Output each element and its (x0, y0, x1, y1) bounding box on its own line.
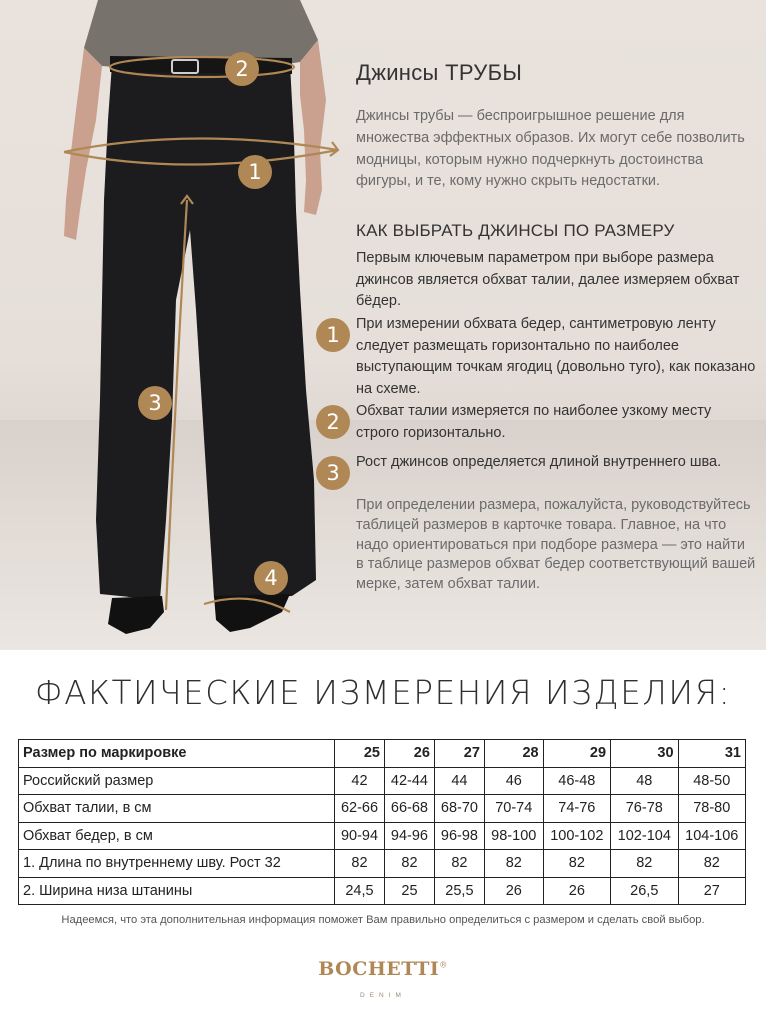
product-intro: Джинсы трубы — беспроигрышное решение для множества эффектных образов. Их могут себе позволить модницы, которым нужно подчеркнуть достоинства фигуры, и те, кому нужно скрыть недостатки. (356, 108, 745, 190)
right-arm (300, 40, 326, 215)
step-text: При измерении обхвата бедер, сантиметровую ленту следует размещать горизонтально по наиболее выступающим точкам ягодиц (довольно туго), как показано на схеме. (356, 316, 756, 397)
table-cell: 26 (484, 877, 543, 905)
marker-badge-inseam: 3 (138, 386, 172, 420)
table-cell: Российский размер (19, 767, 335, 795)
table-cell: 46-48 (543, 767, 610, 795)
table-cell: 90-94 (335, 822, 385, 850)
table-cell: 74-76 (543, 795, 610, 823)
model-figure-illustration (0, 0, 340, 650)
table-cell: 68-70 (434, 795, 484, 823)
table-cell: 96-98 (434, 822, 484, 850)
table-cell: 1. Длина по внутреннему шву. Рост 32 (19, 850, 335, 878)
table-cell: 82 (484, 850, 543, 878)
footnote-text: Надеемся, что эта дополнительная информация поможет Вам правильно определиться с размером и сделать свой выбор. (61, 914, 705, 926)
table-cell: 48-50 (678, 767, 745, 795)
step-badge: 2 (316, 405, 350, 439)
table-cell: 26 (384, 740, 434, 768)
table-cell: 70-74 (484, 795, 543, 823)
table-cell: 27 (434, 740, 484, 768)
table-cell: 26 (543, 877, 610, 905)
size-table (18, 739, 746, 905)
brand-logo (0, 958, 766, 980)
size-guide-lead: Первым ключевым параметром при выборе размера джинсов является обхват талии, далее измеряем обхват бёдер. (356, 250, 740, 309)
table-cell: 24,5 (335, 877, 385, 905)
table-cell: 98-100 (484, 822, 543, 850)
marker-badge-waist: 2 (225, 52, 259, 86)
product-title: Джинсы ТРУБЫ (356, 60, 523, 85)
table-cell: 28 (484, 740, 543, 768)
table-cell: 30 (611, 740, 678, 768)
table-row (19, 795, 746, 823)
table-cell: 31 (678, 740, 745, 768)
size-guide-note: При определении размера, пожалуйста, руководствуйтесь таблицей размеров в карточке товара. Главное, на что надо ориентироваться при подборе размера — это найти в таблице размеров обхват бедер соответствующий вашей мерке, затем обхват талии. (356, 497, 756, 593)
table-cell: 82 (678, 850, 745, 878)
step-badge: 1 (316, 318, 350, 352)
table-cell: 2. Ширина низа штанины (19, 877, 335, 905)
table-cell: 82 (384, 850, 434, 878)
marker-badge-hem: 4 (254, 561, 288, 595)
size-guide-subtitle: КАК ВЫБРАТЬ ДЖИНСЫ ПО РАЗМЕРУ (356, 221, 675, 240)
marker-badge-hip: 1 (238, 155, 272, 189)
brand-subline: DENIM (360, 992, 406, 999)
table-cell: 76-78 (611, 795, 678, 823)
table-cell: 102-104 (611, 822, 678, 850)
table-cell: 25,5 (434, 877, 484, 905)
table-cell: 66-68 (384, 795, 434, 823)
table-cell: Размер по маркировке (19, 740, 335, 768)
step-badge: 3 (316, 456, 350, 490)
table-cell: 27 (678, 877, 745, 905)
left-shoe (108, 596, 164, 634)
left-arm (64, 48, 102, 240)
table-cell: 78-80 (678, 795, 745, 823)
table-cell: 62-66 (335, 795, 385, 823)
table-cell: 29 (543, 740, 610, 768)
table-cell: 25 (384, 877, 434, 905)
table-cell: 25 (335, 740, 385, 768)
table-cell: 48 (611, 767, 678, 795)
table-cell: 26,5 (611, 877, 678, 905)
table-cell: 44 (434, 767, 484, 795)
table-cell: 82 (434, 850, 484, 878)
table-cell: 104-106 (678, 822, 745, 850)
table-row (19, 822, 746, 850)
table-cell: 82 (335, 850, 385, 878)
table-cell: 42-44 (384, 767, 434, 795)
table-row (19, 877, 746, 905)
table-cell: 82 (611, 850, 678, 878)
table-header-row (19, 740, 746, 768)
step-text: Рост джинсов определяется длиной внутреннего шва. (356, 454, 722, 470)
table-cell: Обхват бедер, в см (19, 822, 335, 850)
table-cell: 82 (543, 850, 610, 878)
table-cell: 46 (484, 767, 543, 795)
brand-name: BOCHETTI (318, 958, 440, 980)
table-row (19, 850, 746, 878)
table-cell: Обхват талии, в см (19, 795, 335, 823)
table-cell: 100-102 (543, 822, 610, 850)
table-cell: 94-96 (384, 822, 434, 850)
step-text: Обхват талии измеряется по наиболее узкому месту строго горизонтально. (356, 403, 712, 441)
measurements-heading: ФАКТИЧЕСКИЕ ИЗМЕРЕНИЯ ИЗДЕЛИЯ: (34, 674, 732, 712)
table-cell: 42 (335, 767, 385, 795)
jeans-shape (96, 64, 316, 600)
registered-mark: ® (439, 960, 448, 970)
table-row (19, 767, 746, 795)
